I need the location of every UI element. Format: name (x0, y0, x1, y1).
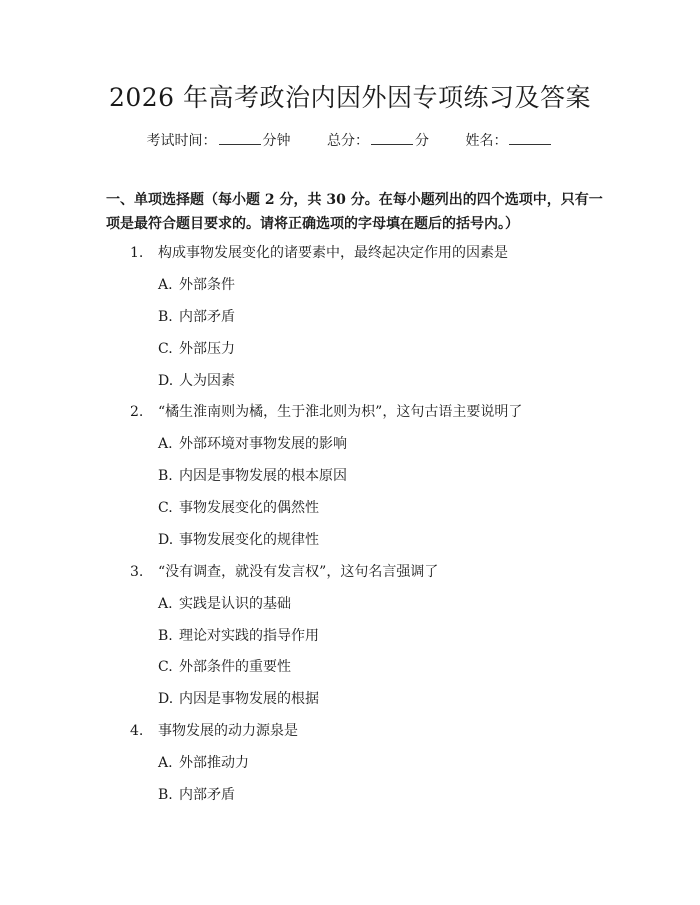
question-number: 1. (130, 245, 144, 261)
question-text: 构成事物发展变化的诸要素中，最终起决定作用的因素是 (158, 245, 508, 261)
option-letter: C. (158, 659, 173, 675)
option-letter: B. (158, 309, 173, 325)
question-3-option-a[interactable] (158, 594, 598, 614)
question-1-option-b[interactable] (158, 307, 598, 327)
question-2-option-a[interactable] (158, 434, 598, 454)
option-text: 外部环境对事物发展的影响 (179, 436, 347, 452)
option-text: 理论对实践的指导作用 (179, 628, 319, 644)
question-3-option-c[interactable] (158, 657, 598, 677)
option-text: 人为因素 (179, 373, 235, 389)
page-title: 2026 年高考政治内因外因专项练习及答案 (108, 83, 592, 112)
section-heading: 一、单项选择题（每小题 2 分，共 30 分。在每小题列出的四个选项中，只有一项是最符合题目要求的。请将正确选项的字母填在题后的括号内。） (106, 192, 603, 232)
option-letter: A. (158, 277, 173, 293)
question-1-option-c[interactable] (158, 339, 598, 359)
question-text: “没有调查，就没有发言权”，这句名言强调了 (158, 564, 439, 580)
question-text: “橘生淮南则为橘，生于淮北则为枳”，这句古语主要说明了 (158, 404, 523, 420)
option-letter: D. (158, 691, 174, 707)
question-1-option-d[interactable] (158, 371, 598, 391)
option-letter: B. (158, 468, 173, 484)
exam-meta-line (0, 130, 700, 151)
question-number: 3. (130, 564, 144, 580)
student-name-blank[interactable] (509, 130, 551, 145)
option-text: 事物发展变化的规律性 (179, 532, 319, 548)
question-text: 事物发展的动力源泉是 (158, 723, 298, 739)
question-1-option-a[interactable] (158, 275, 598, 295)
option-text: 内部矛盾 (179, 309, 235, 325)
exam-time-unit: 分钟 (262, 133, 291, 149)
question-2-option-b[interactable] (158, 466, 598, 486)
question-2 (130, 402, 610, 422)
option-letter: B. (158, 628, 173, 644)
exam-time-blank[interactable] (219, 130, 261, 145)
total-score-blank[interactable] (371, 130, 413, 145)
option-letter: A. (158, 436, 173, 452)
option-letter: B. (158, 787, 173, 803)
question-4-option-b[interactable] (158, 785, 598, 805)
question-2-option-c[interactable] (158, 498, 598, 518)
question-1 (130, 243, 610, 263)
student-name-label: 姓名： (465, 133, 508, 149)
option-text: 外部压力 (179, 341, 235, 357)
option-text: 事物发展变化的偶然性 (179, 500, 319, 516)
option-text: 内因是事物发展的根据 (179, 691, 319, 707)
question-4 (130, 721, 610, 741)
question-3-option-b[interactable] (158, 626, 598, 646)
exam-time-label: 考试时间： (146, 133, 217, 149)
question-2-option-d[interactable] (158, 530, 598, 550)
question-4-option-a[interactable] (158, 753, 598, 773)
option-letter: A. (158, 596, 173, 612)
option-text: 外部条件 (179, 277, 235, 293)
option-letter: C. (158, 341, 173, 357)
student-name-field (465, 130, 553, 151)
question-number: 2. (130, 404, 144, 420)
option-text: 外部推动力 (179, 755, 249, 771)
option-text: 实践是认识的基础 (179, 596, 291, 612)
option-letter: A. (158, 755, 173, 771)
total-score-field (327, 130, 429, 151)
total-score-unit: 分 (415, 133, 429, 149)
total-score-label: 总分： (327, 133, 369, 149)
option-letter: D. (158, 373, 174, 389)
option-text: 外部条件的重要性 (179, 659, 291, 675)
question-number: 4. (130, 723, 144, 739)
option-text: 内因是事物发展的根本原因 (179, 468, 347, 484)
option-letter: D. (158, 532, 174, 548)
option-text: 内部矛盾 (179, 787, 235, 803)
option-letter: C. (158, 500, 173, 516)
question-3-option-d[interactable] (158, 689, 598, 709)
question-3 (130, 562, 610, 582)
exam-time-field (147, 130, 291, 151)
